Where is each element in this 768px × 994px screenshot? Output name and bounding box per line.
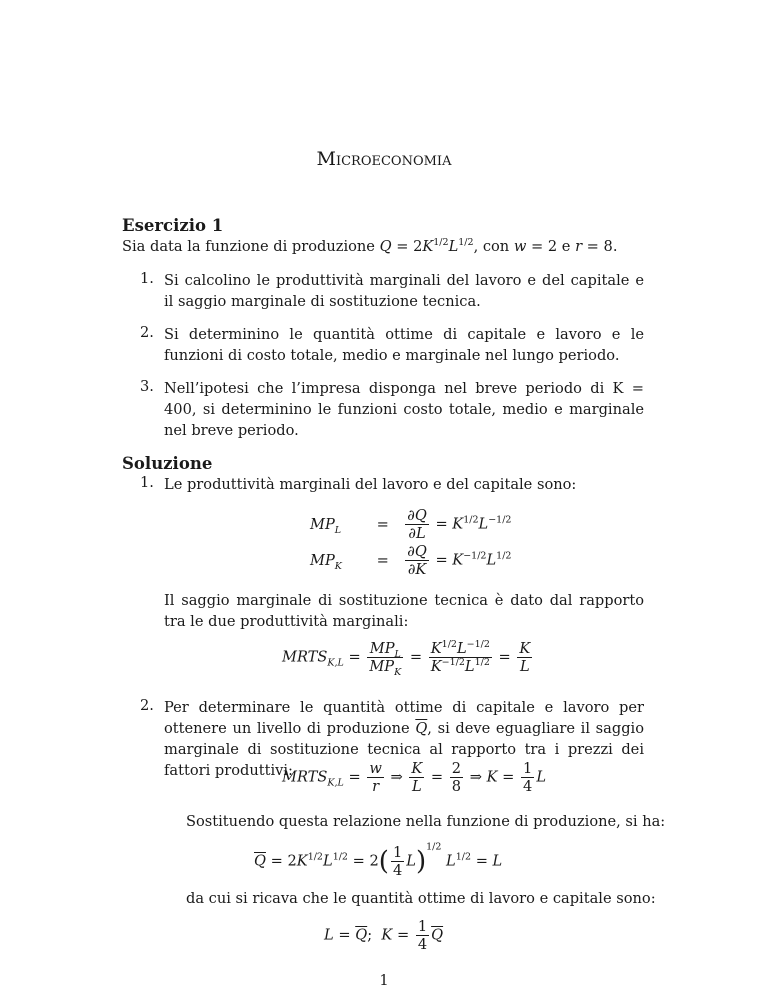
equation-optimal-quantities: $L = \overline{Q}$; K = $\frac{1}{4}$ $\overline{Q}$ bbox=[324, 918, 444, 953]
equation-mrts: $MRTS_{K,L}$ = $\frac{MP_L}{MP_K}$ = $\frac{K^{1/2}L^{-1/2}}{K^{-1/2}L^{1/2}}$ = $\frac{K}{L}$ bbox=[282, 639, 531, 678]
statement-mid: , con bbox=[473, 238, 510, 255]
sol2-subst-text: Sostituendo questa relazione nella funzione di produzione, si ha: bbox=[186, 813, 666, 830]
equation-mpk: $MP_K$ = $\frac{\partial Q}{\partial K}$ = $K^{-1/2}L^{1/2}$ bbox=[310, 543, 512, 578]
item-number: 3. bbox=[140, 378, 154, 395]
sol2-intro-a: Per determinare le quantità ottime di capitale e lavoro per ottenere un livello di produzione bbox=[164, 699, 644, 737]
statement-and: e bbox=[561, 238, 571, 255]
exercise-heading: Esercizio 1 bbox=[122, 216, 224, 235]
item-text: Nell’ipotesi che l’impresa disponga nel breve periodo di K = 400, si determinino le funzioni costo totale, medio e marginale nel breve periodo. bbox=[164, 380, 644, 439]
sol1-intro: Le produttività marginali del lavoro e del capitale sono: bbox=[164, 476, 577, 493]
item-number: 1. bbox=[140, 270, 154, 287]
item-text: Si calcolino le produttività marginali del lavoro e del capitale e il saggio marginale di sostituzione tecnica. bbox=[164, 272, 644, 310]
page-number: 1 bbox=[379, 972, 389, 989]
document-title: Microeconomia bbox=[316, 148, 452, 170]
solution-heading: Soluzione bbox=[122, 454, 213, 473]
sol2-intro: Per determinare le quantità ottime di capitale e lavoro per ottenere un livello di produzione $\overline{Q}$, si deve eguagliare il saggio marginale di sostituzione tecnica al rapporto tra i prezzi dei fattori produttivi: bbox=[164, 699, 644, 779]
sol1-mrts-text: Il saggio marginale di sostituzione tecnica è dato dal rapporto tra le due produttività marginali: bbox=[164, 592, 644, 630]
item-number: 2. bbox=[140, 697, 154, 714]
item-text: Si determinino le quantità ottime di capitale e lavoro e le funzioni di costo totale, medio e marginale nel lungo periodo. bbox=[164, 326, 644, 364]
equation-substitution: $\overline{Q} = 2K^{1/2}L^{1/2} = 2$( $\frac{1}{4}$ L)$^{1/2}$ $L^{1/2} = L$ bbox=[254, 841, 503, 879]
statement-prefix: Sia data la funzione di produzione bbox=[122, 238, 375, 255]
equation-mpl: $MP_L$ = $\frac{\partial Q}{\partial L}$ = $K^{1/2}L^{-1/2}$ bbox=[310, 507, 512, 542]
equation-tangency: $MRTS_{K,L}$ = $\frac{w}{r}$ ⇒ $\frac{K}{L}$ = $\frac{2}{8}$ ⇒ K = $\frac{1}{4}$ L bbox=[282, 760, 547, 795]
item-number: 1. bbox=[140, 474, 154, 491]
item-number: 2. bbox=[140, 324, 154, 341]
sol2-result-text: da cui si ricava che le quantità ottime di lavoro e capitale sono: bbox=[186, 890, 656, 907]
exercise-statement: Sia data la funzione di produzione $Q = 2K^{1/2}L^{1/2}$, con w = 2 e r = 8. bbox=[122, 237, 618, 255]
sol2-intro-b: , si deve eguagliare il saggio marginale di sostituzione tecnica al rapporto tra i prezzi dei fattori produttivi: bbox=[164, 720, 644, 779]
